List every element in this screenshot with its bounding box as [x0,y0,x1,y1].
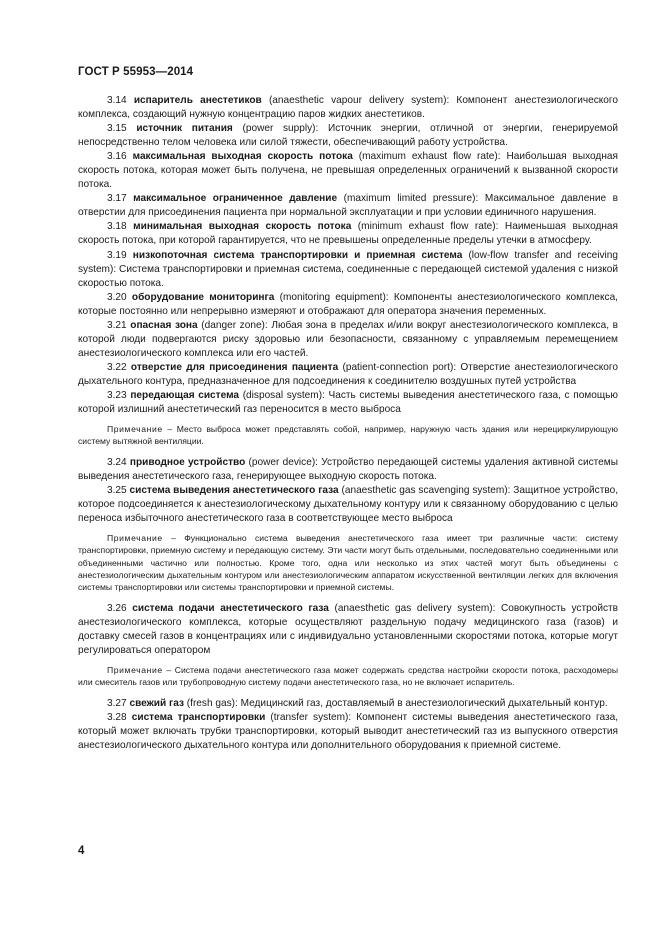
entry-number: 3.15 [107,123,127,135]
note-3-23 [78,423,618,447]
entry-number: 3.14 [107,95,127,106]
term-entry-3-26 [78,602,618,658]
entry-number: 3.20 [107,291,127,303]
note-text: – Система подачи анестетического газа может содержать средства настройки скорости потока, расходомеры или смеситель газов или трубопроводную систему подачи анестетического газа, но не включает испаритель. [78,664,618,687]
entry-number: 3.26 [107,602,127,614]
entry-term: испаритель анестетиков [133,95,262,106]
entry-term: передающая система [130,389,240,401]
term-entry-3-15 [78,122,618,150]
entry-number: 3.21 [107,319,127,331]
note-3-25 [78,532,618,592]
term-entry-3-25 [78,484,618,526]
entry-term: оборудование мониторинга [131,291,275,303]
term-entry-3-16 [78,150,618,192]
entry-definition: (patient-connection port): Отверстие анестезиологического дыхательного контура, предназначенное для подсоединения к соединителю воздушных путей устройства [78,361,618,387]
entry-term: система подачи анестетического газа [132,602,329,614]
entry-number: 3.27 [107,697,127,709]
entry-term: низкопоточная система транспортировки и приемная система [132,249,463,261]
entry-definition: (transfer system): Компонент системы выведения анестетического газа, который может включать трубки транспортировки, который выводит анестетический газ из выпускного отверстия анестезиологического дыхательного контура или дополнительного оборудования к приемной системе. [78,711,619,752]
entry-number: 3.23 [107,389,127,401]
entry-number: 3.18 [107,221,127,233]
entry-definition: (low-flow transfer and receiving system): Система транспортировки и приемная система, соединенные с передающей системой удаления с низкой скоростью потока. [78,249,618,289]
entry-number: 3.25 [107,485,127,497]
entry-number: 3.16 [107,151,127,163]
entry-definition: (maximum limited pressure): Максимальное давление в отверстии для присоединения пациента при нормальной эксплуатации и при условии единичного нарушения. [78,193,618,219]
entry-definition: (maximum exhaust flow rate): Наибольшая выходная скорость потока, которая может быть получена, не превышая определенных ограничений к вызванной скорости потока. [78,151,618,191]
note-label: Примечание [107,664,163,675]
entry-number: 3.19 [107,249,127,261]
entry-definition: (anaesthetic gas scavenging system): Защитное устройство, которое подсоединяется к анестезиологическому дыхательному контуру или к связанному оборудованию с целью переноса избыточного анестетического газа в соответствующее место выброса [78,485,619,525]
term-entry-3-24 [78,456,618,484]
term-entry-3-14 [78,94,618,122]
entry-term: минимальная выходная скорость потока [133,221,352,233]
document-header: ГОСТ Р 55953—2014 [78,66,194,78]
entry-term: система транспортировки [131,711,266,723]
entry-definition: (power device): Устройство передающей системы удаления активной системы выведения анестетического газа, генерирующее выходную скорость потока. [78,457,618,483]
term-entry-3-28 [78,711,618,753]
page-number: 4 [78,845,85,857]
entry-definition: (fresh gas): Медицинский газ, доставляемый в анестезиологический дыхательный контур. [183,697,608,709]
entry-definition: (danger zone): Любая зона в пределах и/или вокруг анестезиологического комплекса, в которой люди подвергаются риску здоровью или безопасности, связанному с управляемым перемещением анестезиологического комплекса или его частей. [78,319,618,359]
entry-definition: (monitoring equipment): Компоненты анестезиологического комплекса, которые постоянно или непрерывно измеряют и отображают для оператора значения переменных. [78,291,618,317]
entry-definition: (disposal system): Часть системы выведения анестетического газа, с помощью которой излишний анестетический газ переносится в место выброса [78,389,618,416]
term-entry-3-21 [78,319,618,361]
note-label: Примечание [107,533,163,544]
entry-number: 3.28 [107,711,127,723]
entry-definition: (anaesthetic gas delivery system): Совокупность устройств анестезиологического комплекса, которые осуществляют раздельную подачу медицинского газа (газов) и доставку смесей газов в концентрациях или с индивидуально установленными скоростями потока, которые могут регулироваться оператором [78,602,618,656]
entry-number: 3.17 [107,193,127,205]
entry-number: 3.22 [107,361,127,373]
entry-term: максимальное ограниченное давление [133,193,338,205]
entry-definition: (minimum exhaust flow rate): Наименьшая выходная скорость потока, при которой гарантируется, что не превышены определенные пределы утечки в атмосферу. [78,221,619,247]
entry-term: отверстие для присоединения пациента [130,361,339,373]
entry-term: опасная зона [130,319,198,331]
term-entry-3-18 [78,220,618,248]
entry-definition: (power supply): Источник энергии, отличной от энергии, генерируемой непосредственно телом человека или силой тяжести, обеспечивающий работу устройства. [78,123,618,149]
entry-definition: (anaesthetic vapour delivery system): Компонент анестезиологического комплекса, создающий нужную концентрацию паров жидких анестетиков. [78,95,618,121]
note-label: Примечание [107,424,163,435]
entry-term: приводное устройство [129,457,246,469]
term-entry-3-19 [78,249,618,291]
entry-term: система выведения анестетического газа [129,485,339,497]
entry-term: источник питания [136,123,233,135]
entry-term: свежий газ [129,697,184,709]
document-body [78,94,618,753]
term-entry-3-23 [78,389,618,417]
term-entry-3-22 [78,361,618,389]
entry-number: 3.24 [107,457,127,469]
term-entry-3-20 [78,291,618,319]
term-entry-3-17 [78,192,618,220]
note-text: – Функционально система выведения анестетического газа имеет три различные части: систему транспортировки, приемную систему и передающую систему. Эти части могут быть отдельными, последовательно соединенными или объединенными частично или полностью. Кроме того, одна или несколько из этих частей могут быть объединены с анестезиологическим дыхательным контуром или анестезиологическим аппаратом искусственной вентиляции легких для включения системы транспортировки или системы транспортировки и приемной системы. [78,533,618,592]
entry-term: максимальная выходная скорость потока [132,151,353,163]
note-text: – Место выброса может представлять собой, например, наружную часть здания или нерециркулирующую систему вытяжной вентиляции. [78,424,618,447]
note-3-26 [78,664,618,688]
term-entry-3-27 [78,697,618,711]
